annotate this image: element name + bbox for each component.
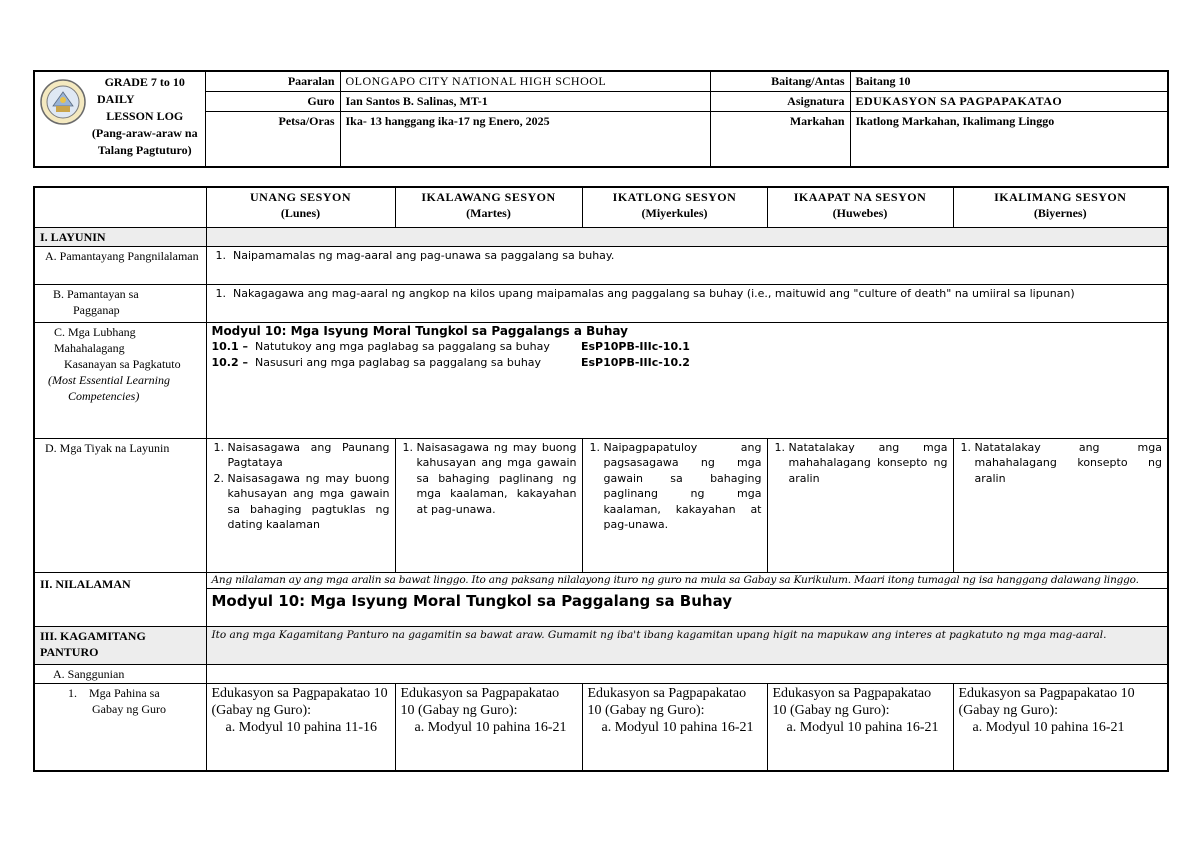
tiyak-na-layunin-label: D. Mga Tiyak na Layunin: [34, 438, 206, 572]
reference-cell: Edukasyon sa Pagpapakatao 10 (Gabay ng Guro): a. Modyul 10 pahina 16-21: [395, 683, 582, 771]
tiyak-layunin-col: 1. Natatalakay ang mga mahahalagang konsepto ng aralin: [767, 438, 953, 572]
school-logo-cell: [34, 71, 205, 167]
reference-cell: Edukasyon sa Pagpapakatao 10 (Gabay ng Guro): a. Modyul 10 pahina 16-21: [582, 683, 767, 771]
petsa-value: Ika- 13 hanggang ika-17 ng Enero, 2025: [340, 112, 710, 167]
header-table: [33, 70, 1169, 168]
layunin-spacer: [206, 227, 1168, 246]
session-header: IKAAPAT NA SESYON (Huwebes): [767, 187, 953, 227]
pahina-row: [34, 683, 1168, 771]
pamantayan-sa-pagganap-label: B. Pamantayan sa Pagganap: [34, 284, 206, 322]
title-line: DAILY: [97, 92, 135, 106]
tiyak-layunin-col: 1. Naisasagawa ng may buong kahusayan ang mga gawain sa bahaging paglinang ng mga kaalaman, kakayahan at pag-unawa.: [395, 438, 582, 572]
paaralan-label: Paaralan: [205, 71, 340, 91]
markahan-label: Markahan: [710, 112, 850, 167]
tiyak-layunin-col: 1. Natatalakay ang mga mahahalagang konsepto ng aralin: [953, 438, 1168, 572]
paaralan-value: OLONGAPO CITY NATIONAL HIGH SCHOOL: [340, 71, 710, 91]
title-line: Talang Pagtuturo): [97, 143, 192, 157]
pamantayang-pangnilalaman-label: A. Pamantayang Pangnilalaman: [34, 246, 206, 284]
sanggunian-label: A. Sanggunian: [34, 664, 206, 683]
petsa-label: Petsa/Oras: [205, 112, 340, 167]
session-header: IKATLONG SESYON (Miyerkules): [582, 187, 767, 227]
guro-label: Guro: [205, 91, 340, 111]
asignatura-value: EDUKASYON SA PAGPAPAKATAO: [850, 91, 1168, 111]
school-seal-icon: [39, 78, 87, 126]
title-line: GRADE 7 to 10: [104, 75, 185, 89]
pamantayan-sa-pagganap-text: 1. Nakagagawa ang mag-aaral ng angkop na kilos upang maipamalas ang paggalang sa buhay (i.e., maituwid ang "culture of death" na umiiral sa lipunan): [206, 284, 1168, 322]
markahan-value: Ikatlong Markahan, Ikalimang Linggo: [850, 112, 1168, 167]
empty-corner: [34, 187, 206, 227]
session-header: UNANG SESYON (Lunes): [206, 187, 395, 227]
kagamitan-title: III. KAGAMITANG PANTURO: [34, 626, 206, 664]
baitang-label: Baitang/Antas: [710, 71, 850, 91]
reference-cell: Edukasyon sa Pagpapakatao 10 (Gabay ng Guro): a. Modyul 10 pahina 16-21: [953, 683, 1168, 771]
melc-module-title: Modyul 10: Mga Isyung Moral Tungkol sa Paggalangs a Buhay: [211, 323, 628, 338]
melc-item: 10.1 – Natutukoy ang mga paglabag sa paggalang sa buhay EsP10PB-IIIc-10.1: [211, 340, 690, 353]
baitang-value: Baitang 10: [850, 71, 1168, 91]
nilalaman-row: [34, 572, 1168, 588]
tiyak-layunin-col: 1. Naipagpapatuloy ang pagsasagawa ng mga gawain sa bahaging paglinang ng mga kaalaman, kakayahan at pag-unawa.: [582, 438, 767, 572]
layunin-section-row: [34, 227, 1168, 246]
kagamitan-note: Ito ang mga Kagamitang Panturo na gagamitin sa bawat araw. Gumamit ng iba't ibang kagamitan upang higit na mapukaw ang interes at pagkatuto ng mga mag-aaral.: [206, 626, 1168, 664]
kagamitan-row: [34, 626, 1168, 664]
nilalaman-note: Ang nilalaman ay ang mga aralin sa bawat linggo. Ito ang paksang nilalayong ituro ng guro na mula sa Gabay sa Kurikulum. Maari itong tumagal ng isa hanggang dalawang linggo.: [206, 572, 1168, 588]
melc-row: [34, 322, 1168, 438]
melc-label: C. Mga Lubhang Mahahalagang Kasanayan sa Pagkatuto (Most Essential Learning Competencies): [34, 322, 206, 438]
guro-value: Ian Santos B. Salinas, MT-1: [340, 91, 710, 111]
lesson-log-title: [89, 74, 201, 159]
pamantayan-sa-pagganap-row: [34, 284, 1168, 322]
pamantayang-pangnilalaman-row: [34, 246, 1168, 284]
sessions-header-row: [34, 187, 1168, 227]
lesson-log-table: [33, 186, 1169, 772]
session-header: IKALIMANG SESYON (Biyernes): [953, 187, 1168, 227]
nilalaman-title: II. NILALAMAN: [34, 572, 206, 626]
reference-cell: Edukasyon sa Pagpapakatao 10 (Gabay ng Guro): a. Modyul 10 pahina 11-16: [206, 683, 395, 771]
melc-item: 10.2 – Nasusuri ang mga paglabag sa paggalang sa buhay EsP10PB-IIIc-10.2: [211, 355, 690, 369]
sanggunian-spacer: [206, 664, 1168, 683]
asignatura-label: Asignatura: [710, 91, 850, 111]
pahina-label: 1. Mga Pahina sa Gabay ng Guro: [34, 683, 206, 771]
melc-content: [206, 322, 1168, 438]
session-header: IKALAWANG SESYON (Martes): [395, 187, 582, 227]
layunin-title: I. LAYUNIN: [34, 227, 206, 246]
sanggunian-row: [34, 664, 1168, 683]
tiyak-layunin-col: 1. Naisasagawa ang Paunang Pagtataya 2. Naisasagawa ng may buong kahusayan ang mga gawain sa bahaging pagtuklas ng dating kaalaman: [206, 438, 395, 572]
tiyak-na-layunin-row: [34, 438, 1168, 572]
title-line: (Pang-araw-araw na: [91, 126, 198, 140]
pamantayang-pangnilalaman-text: 1. Naipamamalas ng mag-aaral ang pag-unawa sa paggalang sa buhay.: [206, 246, 1168, 284]
nilalaman-module: Modyul 10: Mga Isyung Moral Tungkol sa Paggalang sa Buhay: [206, 588, 1168, 626]
title-line: LESSON LOG: [106, 109, 184, 123]
reference-cell: Edukasyon sa Pagpapakatao 10 (Gabay ng Guro): a. Modyul 10 pahina 16-21: [767, 683, 953, 771]
